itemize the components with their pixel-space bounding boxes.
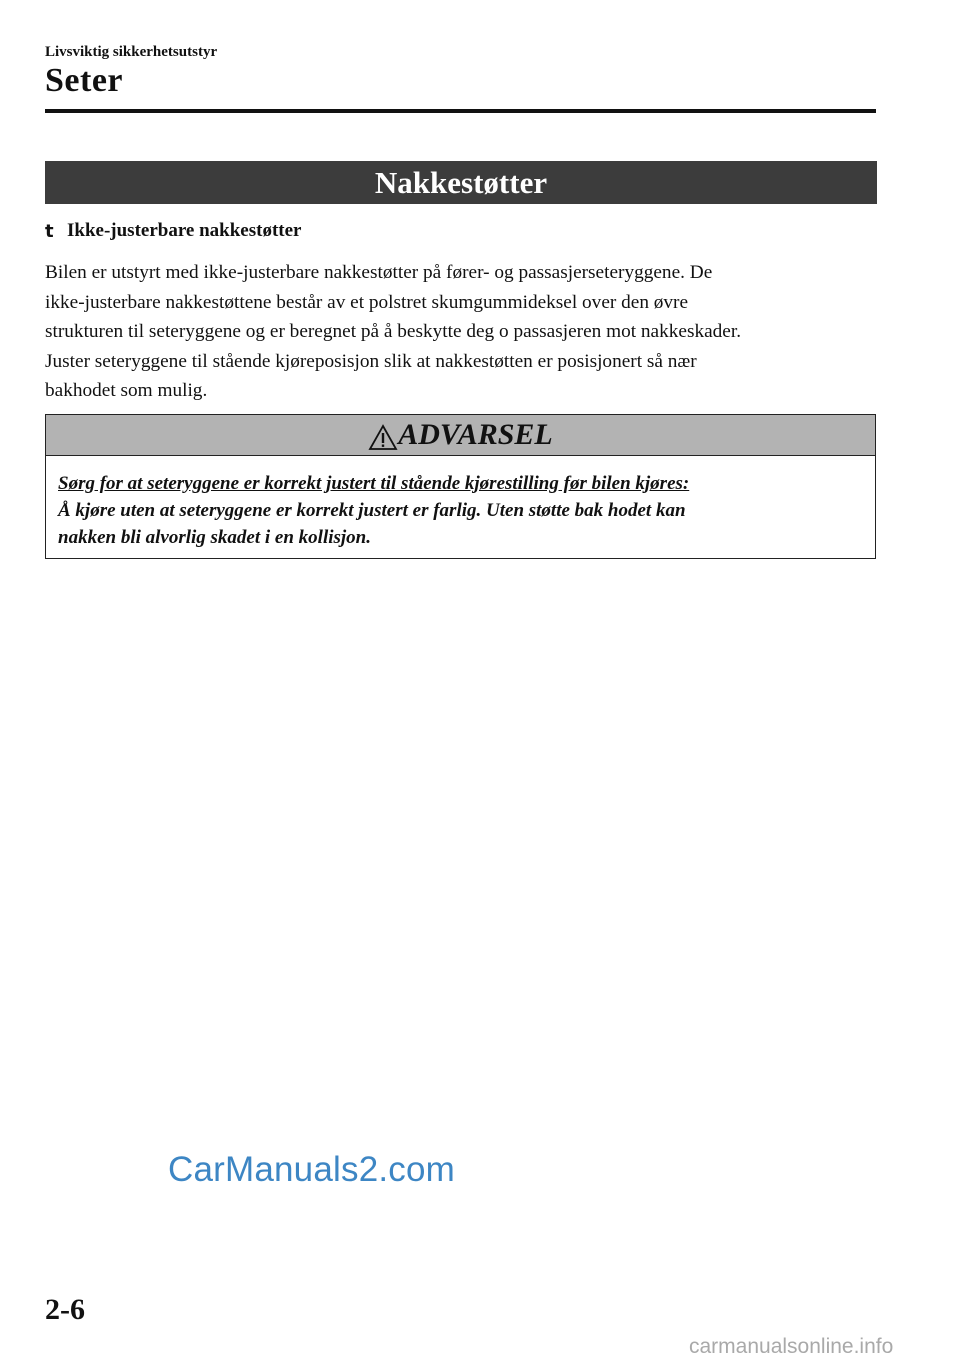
warning-line: nakken bli alvorlig skadet i en kollisjon. [58, 527, 371, 548]
paragraph-line: strukturen til seteryggene og er beregnet på å beskytte deg o passasjeren mot nakkeskader. [45, 321, 742, 342]
title-divider [45, 109, 876, 113]
bullet-icon: t [45, 220, 54, 242]
warning-lead: Sørg for at seteryggene er korrekt justert til stående kjørestilling før bilen kjøres: [58, 473, 690, 494]
section-banner: Nakkestøtter [45, 161, 877, 204]
page-number: 2-6 [45, 1293, 85, 1326]
sub-heading [45, 220, 302, 242]
page-title: Seter [45, 62, 124, 99]
body-paragraph [45, 258, 885, 406]
warning-box [45, 414, 876, 559]
paragraph-line: bakhodet som mulig. [45, 380, 208, 401]
footer-site-watermark: carmanualsonline.info [689, 1335, 894, 1358]
sub-heading-text: Ikke-justerbare nakkestøtter [67, 220, 302, 241]
paragraph-line: Juster seteryggene til stående kjøreposisjon slik at nakkestøtten er posisjonert så nær [45, 350, 697, 372]
warning-header [46, 415, 875, 456]
warning-body [46, 456, 875, 551]
watermark: CarManuals2.com [168, 1150, 455, 1189]
warning-title: ADVARSEL [398, 418, 553, 451]
warning-line: Å kjøre uten at seteryggene er korrekt justert er farlig. Uten støtte bak hodet kan [58, 500, 686, 521]
paragraph-line: ikke-justerbare nakkestøttene består av et polstret skumgummideksel over den øvre [45, 291, 689, 313]
warning-triangle-icon [368, 424, 398, 451]
breadcrumb: Livsviktig sikkerhetsutstyr [45, 44, 218, 60]
paragraph-line: Bilen er utstyrt med ikke-justerbare nakkestøtter på fører- og passasjerseteryggene. De [45, 262, 713, 283]
